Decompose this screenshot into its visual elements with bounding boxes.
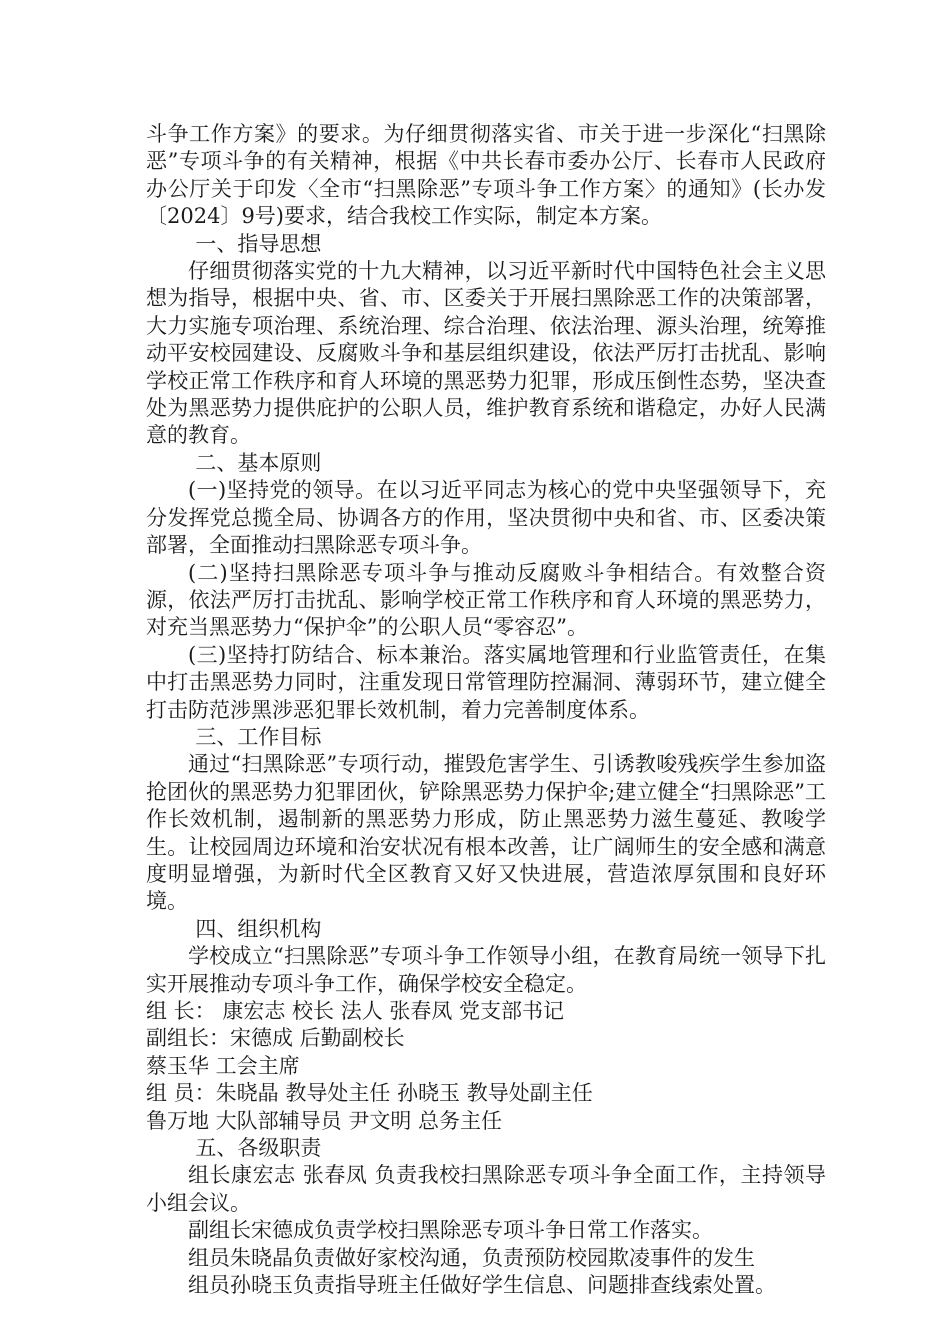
paragraph-intro-continued: 斗争工作方案》的要求。为仔细贯彻落实省、市关于进一步深化“扫黑除恶”专项斗争的有关精神，根据《中共长春市委办公厅、长春市人民政府办公厅关于印发〈全市“扫黑除恶”专项斗争工作方案〉的通知》(长办发〔2024〕9号)要求，结合我校工作实际，制定本方案。 [146, 122, 826, 229]
paragraph-principle-1: (一)坚持党的领导。在以习近平同志为核心的党中央坚强领导下，充分发挥党总揽全局、协调各方的作用，坚决贯彻中央和省、市、区委决策部署，全面推动扫黑除恶专项斗争。 [146, 478, 826, 558]
section-heading-guiding-ideology: 一、指导思想 [195, 231, 322, 256]
paragraph-responsibility-leader: 组长康宏志 张春凤 负责我校扫黑除恶专项斗争全面工作，主持领导小组会议。 [146, 1163, 826, 1215]
paragraph-guiding-ideology: 仔细贯彻落实党的十九大精神，以习近平新时代中国特色社会主义思想为指导，根据中央、省、市、区委关于开展扫黑除恶工作的决策部署，大力实施专项治理、系统治理、综合治理、依法治理、源头治理，统筹推动平安校园建设、反腐败斗争和基层组织建设，依法严厉打击扰乱、影响学校正常工作秩序和育人环境的黑恶势力犯罪，形成压倒性态势，坚决查处为黑恶势力提供庇护的公职人员，维护教育系统和谐稳定，办好人民满意的教育。 [146, 259, 826, 448]
paragraph-principle-3: (三)坚持打防结合、标本兼治。落实属地管理和行业监管责任，在集中打击黑恶势力同时，注重发现日常管理防控漏洞、薄弱环节，建立健全打击防范涉黑涉恶犯罪长效机制，着力完善制度体系。 [146, 642, 826, 722]
member-line-members: 组 员：朱晓晶 教导处主任 孙晓玉 教导处副主任 [146, 1081, 593, 1106]
member-line-deputy-leader-2: 蔡玉华 工会主席 [146, 1053, 300, 1078]
paragraph-responsibility-member-1: 组员朱晓晶负责做好家校沟通，负责预防校园欺凌事件的发生 [188, 1245, 755, 1270]
paragraph-responsibility-member-2: 组员孙晓玉负责指导班主任做好学生信息、问题排查线索处置。 [188, 1273, 776, 1298]
section-heading-responsibilities: 五、各级职责 [195, 1136, 322, 1161]
member-line-deputy-leader: 副组长：宋德成 后勤副校长 [146, 1026, 405, 1051]
paragraph-work-goals: 通过“扫黑除恶”专项行动，摧毁危害学生、引诱教唆残疾学生参加盗抢团伙的黑恶势力犯罪团伙，铲除黑恶势力保护伞;建立健全“扫黑除恶”工作长效机制，遏制新的黑恶势力形成，防止黑恶势力滋生蔓延、教唆学生。让校园周边环境和治安状况有根本改善，让广阔师生的安全感和满意度明显增强，为新时代全区教育又好又快进展，营造浓厚氛围和良好环境。 [146, 752, 826, 914]
section-heading-basic-principles: 二、基本原则 [195, 450, 322, 475]
paragraph-principle-2: (二)坚持扫黑除恶专项斗争与推动反腐败斗争相结合。有效整合资源，依法严厉打击扰乱、影响学校正常工作秩序和育人环境的黑恶势力，对充当黑恶势力“保护伞”的公职人员“零容忍”。 [146, 560, 826, 640]
member-line-members-2: 鲁万地 大队部辅导员 尹文明 总务主任 [146, 1108, 503, 1133]
section-heading-organization: 四、组织机构 [195, 916, 322, 941]
paragraph-responsibility-deputy: 副组长宋德成负责学校扫黑除恶专项斗争日常工作落实。 [188, 1218, 713, 1243]
paragraph-organization: 学校成立“扫黑除恶”专项斗争工作领导小组，在教育局统一领导下扎实开展推动专项斗争工作，确保学校安全稳定。 [146, 944, 826, 996]
document-body [146, 121, 826, 1299]
section-heading-work-goals: 三、工作目标 [195, 724, 322, 749]
member-line-leader: 组 长： 康宏志 校长 法人 张春凤 党支部书记 [146, 999, 565, 1023]
